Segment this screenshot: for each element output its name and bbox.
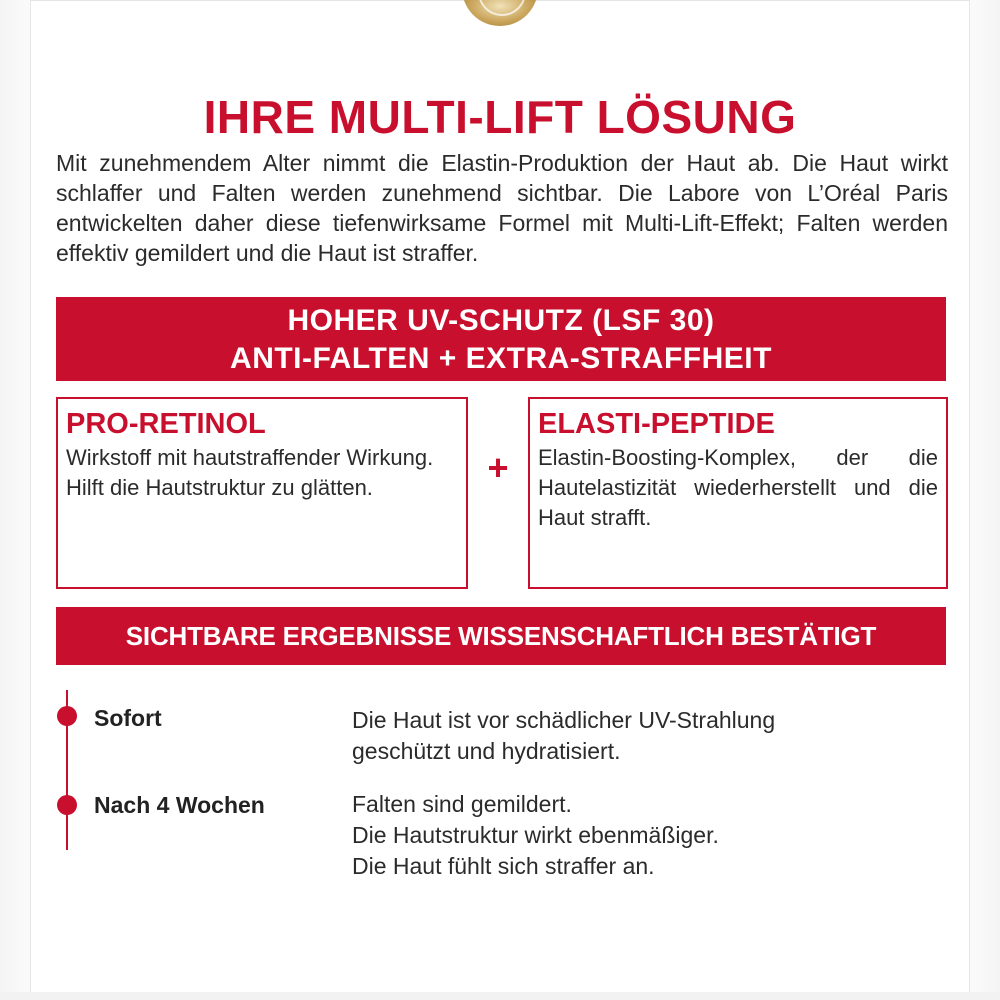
claims-band <box>56 297 946 381</box>
box-edge-bottom <box>0 992 1000 1000</box>
result-line: Die Haut fühlt sich straffer an. <box>352 853 655 879</box>
ingredient-description: Elastin-Boosting-Komplex, der die Hautelastizität wiederherstellt und die Haut strafft. <box>538 445 938 530</box>
ingredient-description: Wirkstoff mit hautstraffender Wirkung. Hilft die Hautstruktur zu glätten. <box>66 445 434 500</box>
timeline-dot-icon <box>57 706 77 726</box>
claim-uv-protection: HOHER UV-SCHUTZ (LSF 30) <box>287 304 715 337</box>
box-edge-right <box>970 0 1000 1000</box>
results-title: SICHTBARE ERGEBNISSE WISSENSCHAFTLICH BESTÄTIGT <box>56 607 946 665</box>
plus-sign: + <box>487 447 509 488</box>
result-label-immediate: Sofort <box>94 705 162 731</box>
result-text-4-weeks <box>352 789 719 882</box>
ingredient-title: PRO-RETINOL <box>66 408 266 440</box>
result-line: geschützt und hydratisiert. <box>352 738 621 764</box>
headline: IHRE MULTI-LIFT LÖSUNG <box>203 91 797 143</box>
ingredient-card-pro-retinol <box>56 397 468 589</box>
ingredient-card-elasti-peptide <box>528 397 948 589</box>
result-line: Die Hautstruktur wirkt ebenmäßiger. <box>352 822 719 848</box>
timeline-dot-icon <box>57 795 77 815</box>
result-label-4-weeks: Nach 4 Wochen <box>94 792 265 818</box>
result-line: Falten sind gemildert. <box>352 791 572 817</box>
result-text-immediate <box>352 705 775 767</box>
claim-anti-wrinkle: ANTI-FALTEN + EXTRA-STRAFFHEIT <box>230 342 772 375</box>
box-edge-left <box>0 0 30 1000</box>
intro-text: Mit zunehmendem Alter nimmt die Elastin-Produktion der Haut ab. Die Haut wirkt schlaffer und Falten werden zunehmend sichtbar. Die Labore von L’Oréal Paris entwickelten daher diese tiefenwirksame Formel mit Multi-Lift-Effekt; Falten werden effektiv gemildert und die Haut ist straffer. <box>56 150 948 266</box>
result-line: Die Haut ist vor schädlicher UV-Strahlung <box>352 707 776 733</box>
ingredient-title: ELASTI-PEPTIDE <box>538 408 775 440</box>
